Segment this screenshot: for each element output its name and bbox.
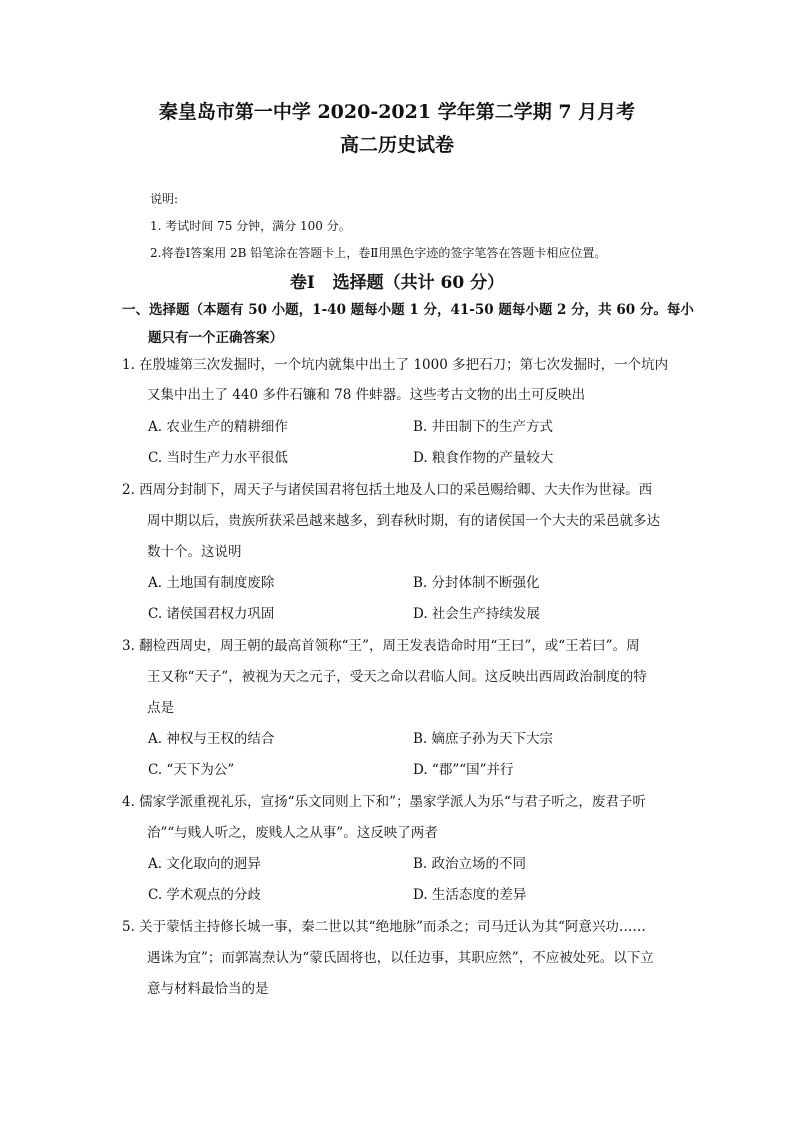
question-3-line-3: 点是 <box>147 700 174 716</box>
exam-title: 秦皇岛市第一中学 2020-2021 学年第二学期 7 月月考 <box>158 101 636 123</box>
question-1-option-c: C. 当时生产力水平很低 <box>148 450 288 466</box>
question-2-option-a: A. 土地国有制度废除 <box>148 575 275 591</box>
question-2-option-c: C. 诸侯国君权力巩固 <box>148 606 275 622</box>
question-2-line-1: 2. 西周分封制下，周天子与诸侯国君将包括土地及人口的采邑赐给卿、大夫作为世禄。西 <box>122 482 653 498</box>
question-5-line-1: 5. 关于蒙恬主持修长城一事，秦二世以其“绝地脉”而杀之；司马迁认为其“阿意兴功…… <box>122 919 646 935</box>
section-title: 卷Ⅰ 选择题（共计 60 分） <box>289 273 505 293</box>
question-4-line-1: 4. 儒家学派重视礼乐，宣扬“乐文同则上下和”；墨家学派人为乐“与君子听之，废君子听 <box>122 794 646 810</box>
question-4-option-a: A. 文化取向的迥异 <box>148 856 261 872</box>
question-1-option-b: B. 井田制下的生产方式 <box>413 419 554 435</box>
question-3-option-c: C. “天下为公” <box>148 762 235 778</box>
question-3-option-a: A. 神权与王权的结合 <box>148 731 275 747</box>
exam-subtitle: 高二历史试卷 <box>339 134 454 156</box>
question-1-option-a: A. 农业生产的精耕细作 <box>148 419 288 435</box>
instruction-item-2: 2.将卷Ⅰ答案用 2B 铅笔涂在答题卡上，卷Ⅱ用黑色字迹的签字笔答在答题卡相应位置。 <box>150 246 607 260</box>
question-4-option-c: C. 学术观点的分歧 <box>148 887 261 903</box>
question-3-option-b: B. 嫡庶子孙为天下大宗 <box>413 731 554 747</box>
question-2-line-3: 数十个。这说明 <box>147 544 242 560</box>
instruction-item-1: 1. 考试时间 75 分钟，满分 100 分。 <box>150 219 351 233</box>
question-3-option-d: D. “郡”“国”并行 <box>413 762 514 778</box>
question-4-option-b: B. 政治立场的不同 <box>413 856 527 872</box>
section-intro-line-2: 题只有一个正确答案） <box>148 330 283 346</box>
question-1-line-1: 1. 在殷墟第三次发掘时，一个坑内就集中出土了 1000 多把石刀；第七次发掘时，一个坑内 <box>122 357 669 373</box>
question-2-option-b: B. 分封体制不断强化 <box>413 575 540 591</box>
question-5-line-3: 意与材料最恰当的是 <box>147 981 269 997</box>
question-4-option-d: D. 生活态度的差异 <box>413 887 527 903</box>
question-2-option-d: D. 社会生产持续发展 <box>413 606 540 622</box>
question-2-line-2: 周中期以后，贵族所获采邑越来越多，到春秋时期，有的诸侯国一个大夫的采邑就多达 <box>147 513 660 529</box>
section-intro-line-1: 一、选择题（本题有 50 小题，1-40 题每小题 1 分，41-50 题每小题 2 分，共 60 分。每小 <box>122 302 694 318</box>
question-5-line-2: 遇诛为宜”；而郭嵩焘认为“蒙氏固将也，以任边事，其职应然”，不应被处死。以下立 <box>147 950 654 966</box>
question-1-option-d: D. 粮食作物的产量较大 <box>413 450 554 466</box>
question-3-line-2: 王又称“天子”，被视为天之元子，受天之命以君临人间。这反映出西周政治制度的特 <box>147 669 647 685</box>
question-4-line-2: 治”“与贱人听之，废贱人之从事”。这反映了两者 <box>147 825 438 841</box>
question-1-line-2: 又集中出土了 440 多件石镰和 78 件蚌器。这些考古文物的出土可反映出 <box>147 387 586 403</box>
question-3-line-1: 3. 翻检西周史，周王朝的最高首领称“王”，周王发表诰命时用“王曰”，或“王若曰”。周 <box>122 638 640 654</box>
instructions-heading: 说明: <box>150 192 179 206</box>
